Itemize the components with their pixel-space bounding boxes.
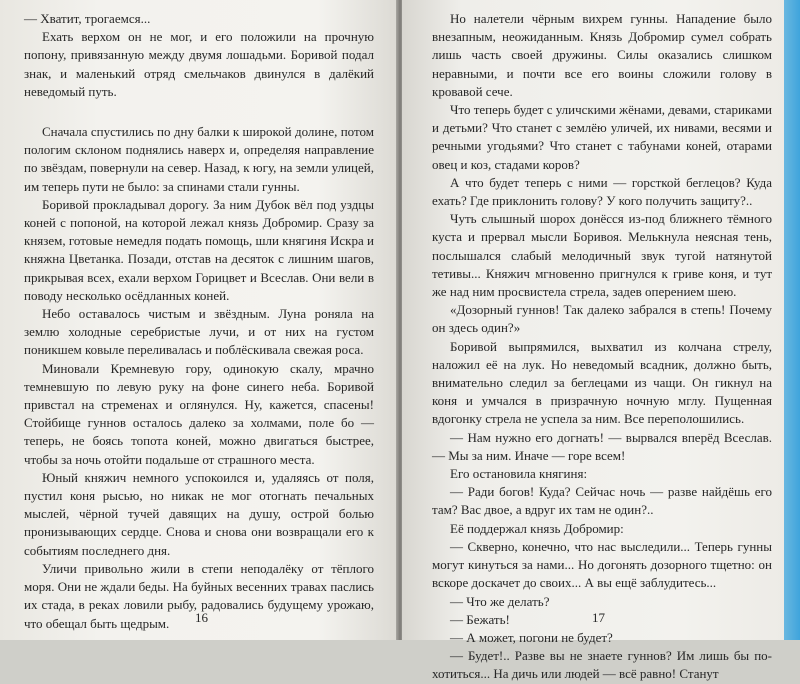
blue-edge-strip bbox=[784, 0, 800, 640]
page-number-left: 16 bbox=[195, 610, 208, 625]
left-page-text bbox=[24, 10, 374, 633]
paragraph: — Бежать! bbox=[450, 611, 510, 627]
paragraph: Её поддержал князь Добромир: bbox=[450, 520, 624, 536]
paragraph: Боривой прокладывал дорогу. За ним Дубок вёл под уздцы коней с попоной, на которой лежал князь Добромир. Сразу за князем, готовые немедля подать помощь, шли княгиня Искра и княжна Цветанка. Позади, отстав на десяток с лишним шагов, прикрывая всех, ехали верхом Горицвет и Всеслав. Они вели в поводу несколько осёдланных коней. bbox=[24, 196, 374, 303]
paragraph: «Дозорный гуннов! Так далеко забрался в степь! Почему он здесь один?» bbox=[432, 302, 772, 336]
paragraph: Боривой выпрямился, выхватил из колчана стрелу, наложил её на лук. Но неведомый всадник, должно быть, внимательно следил за беглецами из чащи. Он гикнул на коня и умчался в призрачную ночную мглу. Пущенная вдогонку стрела не успела за ним. Все переполошились. bbox=[432, 338, 772, 427]
paragraph: Сначала спустились по дну балки к широкой долине, потом пологим склоном поднялись наверх и, определяя направление по звёздам, повернули на север. Назад, к югу, на земли улицей, им теперь пути не было: за спинами стали гунны. bbox=[24, 124, 374, 194]
paragraph: — Ради богов! Куда? Сейчас ночь — разве найдёшь его там? Вас двое, а вдруг их там не один?.. bbox=[432, 484, 772, 518]
paragraph: Чуть слышный шорох донёсся из-под ближнего тёмного куста и прервал мысли Боривоя. Мелькнула неясная тень, послышался слабый мелодичный звук тугой натянутой тетивы... Княжич мгновенно пригнулся к гриве коня, и тут же над ним просвистела стрела, задев оперением шею. bbox=[432, 211, 772, 300]
paragraph: Ехать верхом он не мог, и его положили на прочную попону, привязанную между двумя лошадьми. Боривой подал знак, и маленький отряд смельчаков двинулся в далёкий неведомый путь. bbox=[24, 29, 374, 99]
paragraph: Его остановила княгиня: bbox=[450, 466, 588, 482]
paragraph: — Что же делать? bbox=[450, 593, 550, 609]
page-number-right: 17 bbox=[592, 610, 605, 625]
paragraph: Миновали Кремневую гору, одинокую скалу, мрачно темневшую по левую руку на фоне синего неба. Боривой привстал на стременах и оглянулся. Ну, кажется, спасены! Стойбище гуннов осталось далеко за холмами, поле бо — теперь, не боясь топота коней, можно двигаться быстрее, чтобы за ночь отойти подальше от страшного места. bbox=[24, 360, 374, 467]
left-page bbox=[0, 0, 398, 640]
paragraph: — Будет!.. Разве вы не знаете гуннов? Им лишь бы похотиться... На дичь или людей — всё равно! Станут bbox=[432, 648, 772, 682]
paragraph: — А может, погони не будет? bbox=[450, 629, 613, 645]
paragraph: — Скверно, конечно, что нас выследили... Теперь гунны могут кинуться за нами... Но догонять дозорного тщетно: он вскоре доскачет до своих... А вы ещё заблудитесь... bbox=[432, 538, 772, 591]
paragraph: Юный княжич немного успокоился и, удаляясь от поля, пустил коня рысью, но никак не мог отогнать печальных мыслей, чёрной тучей давящих на душу, острой болью пронизывающих сердце. Снова и снова они возвращали его к событиям последнего дня. bbox=[24, 469, 374, 558]
paragraph: — Нам нужно его догнать! — вырвался вперёд Всеслав. — Мы за ним. Иначе — горе всем! bbox=[432, 429, 772, 463]
right-page-text bbox=[432, 10, 772, 684]
section-gap bbox=[24, 101, 374, 123]
paragraph: Что теперь будет с уличскими жёнами, девами, стариками и детьми? Что станет с землёю уличей, их нивами, весями и речными угодьями? Что станет с табунами коней, отарами овец и коз, стадами коров? bbox=[432, 102, 772, 172]
paragraph: Уличи привольно жили в степи неподалёку от тёплого моря. Они не ждали беды. На буйных весенних травах паслись их стада, в реках ловили рыбу, радовались будущему урожаю, что обещал быть щедрым. bbox=[24, 560, 374, 631]
paragraph: А что будет теперь с ними — горсткой беглецов? Куда ехать? Где приклонить голову? У кого получить защиту?.. bbox=[432, 174, 772, 209]
right-page bbox=[402, 0, 800, 682]
paragraph: — Хватит, трогаемся... bbox=[24, 11, 151, 26]
paragraph: Но налетели чёрным вихрем гунны. Нападение было внезапным, неожиданным. Князь Добромир сумел собрать лишь часть своей дружины. Силы оказались слишком неравными, и почти все его воины сложили голову в кровавой сече. bbox=[432, 11, 772, 99]
paragraph: Небо оставалось чистым и звёздным. Луна роняла на землю холодные серебристые лучи, и от них на густом поникшем ковыле переливалась и поблёскивала свежая роса. bbox=[24, 306, 374, 358]
